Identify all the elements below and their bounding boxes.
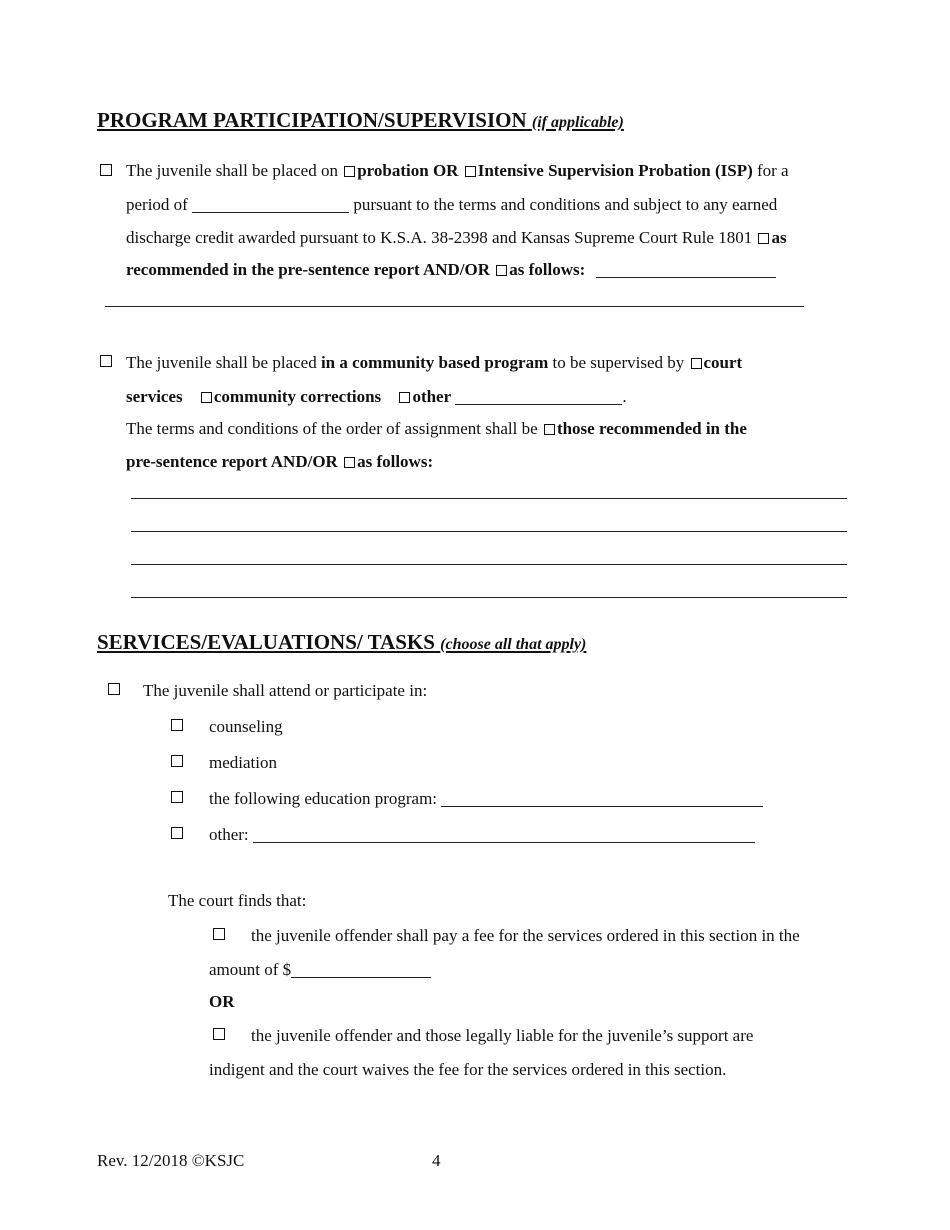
court-services-checkbox[interactable] (691, 358, 702, 369)
recommended-terms-checkbox[interactable] (544, 424, 555, 435)
fee-waived-checkbox[interactable] (213, 1028, 225, 1040)
terms-line-3[interactable] (131, 564, 847, 565)
recommended-checkbox[interactable] (758, 233, 769, 244)
page-number: 4 (432, 1151, 441, 1170)
attend-checkbox[interactable] (108, 683, 120, 695)
probation-checkbox[interactable] (100, 164, 112, 176)
terms-line-2[interactable] (131, 531, 847, 532)
community-corrections-checkbox[interactable] (201, 392, 212, 403)
court-finds-label: The court finds that: (168, 891, 307, 910)
counseling-label: counseling (209, 717, 283, 736)
fee-waived-line-1: the juvenile offender and those legally liable for the juvenile’s support are (251, 1026, 754, 1045)
community-program-checkbox[interactable] (100, 355, 112, 367)
terms-as-follows-checkbox[interactable] (344, 457, 355, 468)
footer-revision: Rev. 12/2018 ©KSJC (97, 1151, 245, 1170)
other-supervisor-checkbox[interactable] (399, 392, 410, 403)
p1-line-4: recommended in the pre-sentence report AND/OR as follows: (126, 260, 776, 280)
services-heading: SERVICES/EVALUATIONS/ TASKS (choose all that apply) (97, 630, 587, 654)
as-follows-checkbox[interactable] (496, 265, 507, 276)
program-heading: PROGRAM PARTICIPATION/SUPERVISION (if applicable) (97, 108, 624, 132)
as-follows-blank[interactable] (596, 263, 776, 278)
mediation-checkbox[interactable] (171, 755, 183, 767)
as-follows-line[interactable] (105, 306, 804, 307)
probation-option-checkbox[interactable] (344, 166, 355, 177)
p2-line-4: pre-sentence report AND/OR as follows: (126, 452, 434, 471)
education-program-blank[interactable] (441, 792, 763, 807)
p1-line-2: period of pursuant to the terms and conditions and subject to any earned (126, 195, 778, 214)
or-label: OR (209, 992, 235, 1011)
period-blank[interactable] (192, 198, 349, 213)
pay-fee-line-1: the juvenile offender shall pay a fee for the services ordered in this section in the (251, 926, 800, 945)
other-service-checkbox[interactable] (171, 827, 183, 839)
isp-option-checkbox[interactable] (465, 166, 476, 177)
fee-amount-blank[interactable] (291, 963, 431, 978)
mediation-label: mediation (209, 753, 277, 772)
education-program-item: the following education program: (209, 789, 763, 809)
p1-line-3: discharge credit awarded pursuant to K.S.A. 38-2398 and Kansas Supreme Court Rule 1801 as (126, 228, 787, 247)
pay-fee-checkbox[interactable] (213, 928, 225, 940)
terms-line-1[interactable] (131, 498, 847, 499)
other-service-blank[interactable] (253, 828, 755, 843)
p1-line-1: The juvenile shall be placed on probation OR Intensive Supervision Probation (ISP) for a (126, 161, 789, 180)
counseling-checkbox[interactable] (171, 719, 183, 731)
fee-waived-line-2: indigent and the court waives the fee for the services ordered in this section. (209, 1060, 727, 1079)
pay-fee-line-2: amount of $ (209, 960, 431, 980)
terms-line-4[interactable] (131, 597, 847, 598)
education-program-checkbox[interactable] (171, 791, 183, 803)
other-supervisor-blank[interactable] (455, 390, 622, 405)
p2-line-2: services community corrections other . (126, 387, 627, 406)
p2-line-3: The terms and conditions of the order of assignment shall be those recommended in the (126, 419, 747, 438)
other-service-item: other: (209, 825, 755, 845)
attend-intro: The juvenile shall attend or participate in: (143, 681, 428, 700)
p2-line-1: The juvenile shall be placed in a community based program to be supervised by court (126, 353, 743, 372)
